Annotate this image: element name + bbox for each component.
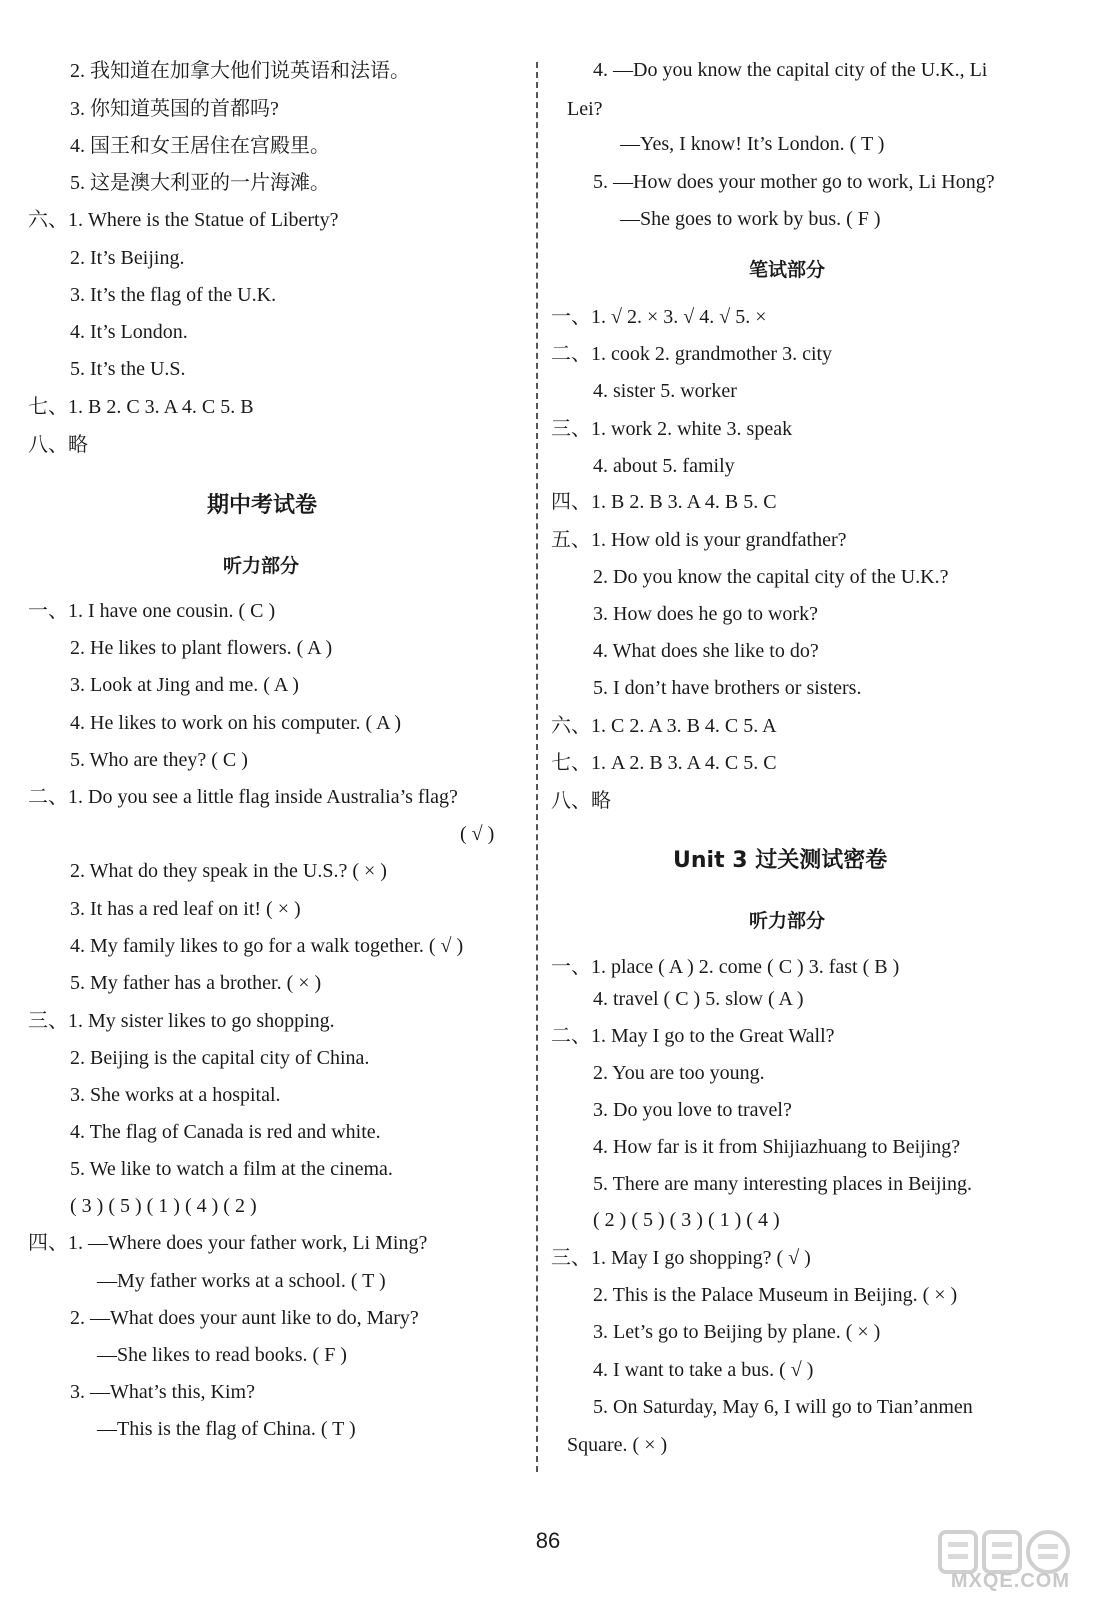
answer-line: 六、1. Where is the Statue of Liberty? [28,209,339,231]
answer-line: 2. It’s Beijing. [70,247,185,269]
answer-line: 4. about 5. family [593,455,735,477]
answer-line: 2. This is the Palace Museum in Beijing. ( × ) [593,1284,958,1306]
answer-line: —She goes to work by bus. ( F ) [620,208,881,230]
answer-line: 2. Beijing is the capital city of China. [70,1047,370,1069]
answer-line: 2. 我知道在加拿大他们说英语和法语。 [70,60,410,82]
section-heading: 听力部分 [749,910,826,932]
answer-line: 2. He likes to plant flowers. ( A ) [70,637,333,659]
answer-line: 5. I don’t have brothers or sisters. [593,677,862,699]
answer-line: 4. My family likes to go for a walk together. ( √ ) [70,935,464,957]
answer-line: 5. We like to watch a film at the cinema. [70,1158,393,1180]
answer-line: 5. On Saturday, May 6, I will go to Tian’anmen [593,1396,973,1418]
answer-line: 3. She works at a hospital. [70,1084,281,1106]
answer-line: 四、1. —Where does your father work, Li Ming? [28,1232,428,1254]
page-number: 86 [535,1528,561,1553]
answer-line: 3. It has a red leaf on it! ( × ) [70,898,301,920]
answer-line: 5. 这是澳大利亚的一片海滩。 [70,172,330,194]
answer-line: 二、1. May I go to the Great Wall? [551,1025,835,1047]
answer-line: 3. Let’s go to Beijing by plane. ( × ) [593,1321,881,1343]
answer-line: Square. ( × ) [567,1434,668,1456]
answer-line: 四、1. B 2. B 3. A 4. B 5. C [551,491,777,513]
answer-line: 4. travel ( C ) 5. slow ( A ) [593,988,804,1010]
column-divider [536,62,538,1472]
answer-line: ( 3 ) ( 5 ) ( 1 ) ( 4 ) ( 2 ) [70,1195,257,1217]
answer-line: 5. —How does your mother go to work, Li Hong? [593,171,995,193]
answer-line: —This is the flag of China. ( T ) [97,1418,356,1440]
answer-line: 八、略 [551,790,611,812]
section-heading: Unit 3 过关测试密卷 [673,848,888,873]
answer-line: 5. There are many interesting places in Beijing. [593,1173,972,1195]
answer-line: 一、1. √ 2. × 3. √ 4. √ 5. × [551,306,767,328]
answer-line: 4. —Do you know the capital city of the U.K., Li [593,59,988,81]
answer-line: 4. He likes to work on his computer. ( A ) [70,712,402,734]
answer-line: —My father works at a school. ( T ) [97,1270,386,1292]
answer-line: 5. It’s the U.S. [70,358,186,380]
answer-line: 4. It’s London. [70,321,188,343]
answer-line: ( √ ) [460,823,495,845]
answer-line: 三、1. My sister likes to go shopping. [28,1010,335,1032]
answer-line: 4. How far is it from Shijiazhuang to Beijing? [593,1136,961,1158]
answer-line: 3. 你知道英国的首都吗? [70,98,279,120]
answer-line: 4. I want to take a bus. ( √ ) [593,1359,814,1381]
answer-line: 七、1. A 2. B 3. A 4. C 5. C [551,752,777,774]
answer-line: 五、1. How old is your grandfather? [551,529,847,551]
answer-line: 3. It’s the flag of the U.K. [70,284,277,306]
answer-line: ( 2 ) ( 5 ) ( 3 ) ( 1 ) ( 4 ) [593,1209,780,1231]
answer-line: 八、略 [28,434,88,456]
answer-line: 3. —What’s this, Kim? [70,1381,255,1403]
answer-line: 4. The flag of Canada is red and white. [70,1121,381,1143]
answer-line: 4. 国王和女王居住在宫殿里。 [70,135,330,157]
answer-line: 七、1. B 2. C 3. A 4. C 5. B [28,396,254,418]
section-heading: 期中考试卷 [207,493,318,518]
answer-line: 一、1. I have one cousin. ( C ) [28,600,276,622]
answer-line: 3. Do you love to travel? [593,1099,792,1121]
answer-line: 3. Look at Jing and me. ( A ) [70,674,299,696]
answer-line: 3. How does he go to work? [593,603,818,625]
answer-line: —She likes to read books. ( F ) [97,1344,347,1366]
watermark-text: MXQE.COM [950,1570,1070,1592]
answer-line: 六、1. C 2. A 3. B 4. C 5. A [551,715,777,737]
answer-line: 二、1. Do you see a little flag inside Australia’s flag? [28,786,458,808]
answer-line: 5. Who are they? ( C ) [70,749,248,771]
answer-line: 5. My father has a brother. ( × ) [70,972,322,994]
answer-line: —Yes, I know! It’s London. ( T ) [620,133,885,155]
answer-line: 三、1. work 2. white 3. speak [551,418,793,440]
answer-line: 4. sister 5. worker [593,380,737,402]
answer-line: 2. What do they speak in the U.S.? ( × ) [70,860,387,882]
section-heading: 笔试部分 [749,259,826,281]
answer-line: 2. You are too young. [593,1062,765,1084]
answer-line: 2. Do you know the capital city of the U.K.? [593,566,949,588]
answer-line: 一、1. place ( A ) 2. come ( C ) 3. fast ( B ) [551,956,900,978]
section-heading: 听力部分 [223,555,300,577]
answer-line: 二、1. cook 2. grandmother 3. city [551,343,833,365]
answer-line: Lei? [567,98,603,120]
answer-line: 4. What does she like to do? [593,640,819,662]
answer-line: 2. —What does your aunt like to do, Mary? [70,1307,419,1329]
answer-line: 三、1. May I go shopping? ( √ ) [551,1247,811,1269]
